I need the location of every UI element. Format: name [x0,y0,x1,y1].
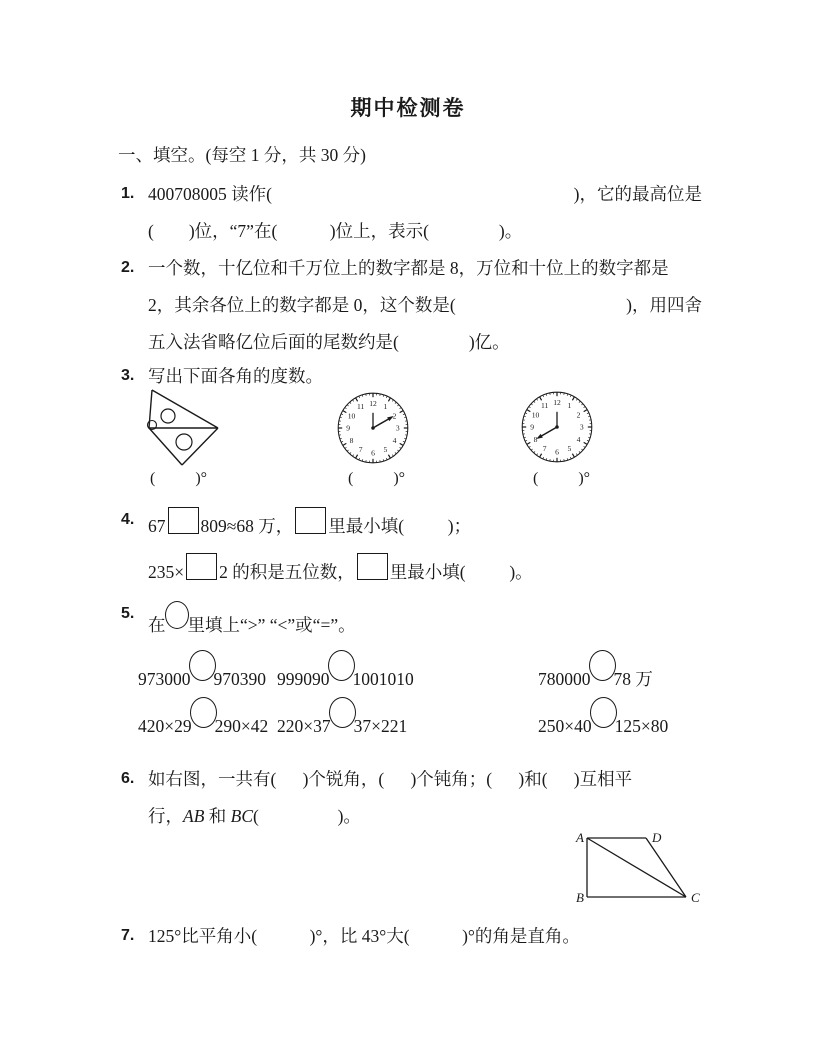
svg-text:10: 10 [531,410,540,420]
clock-figure-1 [333,388,413,468]
q4-line2 [148,553,533,585]
q4-l1-part2: 809≈68 万， [200,516,294,536]
q2-line2-post: )，用四舍 [626,295,702,315]
q5-header-pre: 在 [148,615,166,635]
q4-number: 4. [121,511,135,528]
compare-right: 290×42 [214,716,269,736]
compare-right: 1001010 [352,669,414,689]
svg-text:4: 4 [576,435,581,445]
q4-l1-part1: 67 [148,516,166,536]
svg-text:10: 10 [347,411,356,421]
blank-box [295,507,326,534]
clock1-answer-blank: ( )° [348,470,406,487]
q6-l2-pre: 行， [148,806,183,826]
q6-l2-post: ( )。 [253,806,361,826]
q2-line2-pre: 2，其余各位上的数字都是 0，这个数是( [148,295,456,315]
q5-header [148,601,356,638]
q6-line1: 如右图，一共有( )个锐角，( )个钝角；( )和( )互相平 [148,769,633,789]
q1-line1-pre: 400708005 读作( [148,184,272,204]
comparison-circle [590,697,617,728]
compare-left: 780000 [538,669,591,689]
q3-number: 3. [121,367,135,384]
comparison-item [277,697,407,739]
q4-l2-part2: 2 的积是五位数， [219,562,355,582]
svg-text:12: 12 [553,397,561,407]
comparison-item [138,697,268,739]
comparison-item [538,650,653,692]
blank-box [357,553,388,580]
q1-line2: ( )位，“7”在( )位上，表示( )。 [148,221,523,241]
page-title: 期中检测卷 [350,96,466,120]
compare-left: 420×29 [138,716,192,736]
svg-text:3: 3 [395,423,400,433]
clock2-answer-blank: ( )° [533,470,591,487]
comparison-circle [190,697,217,728]
svg-text:9: 9 [530,422,535,432]
svg-text:3: 3 [579,422,584,432]
svg-text:5: 5 [383,445,388,455]
vertex-A-label: A [576,830,584,845]
svg-text:12: 12 [369,398,377,408]
q3-text: 写出下面各角的度数。 [148,366,323,386]
q2-line3: 五入法省略亿位后面的尾数约是( )亿。 [148,332,510,352]
q2-line1: 一个数，十亿位和千万位上的数字都是 8，万位和十位上的数字都是 [148,258,669,278]
q2-line2 [148,292,702,318]
q6-number: 6. [121,770,135,787]
q6-line2 [148,803,361,829]
q4-l1-part3: 里最小填( )； [328,516,472,536]
compare-left: 250×40 [538,716,592,736]
clock-figure-2 [517,387,597,467]
q6-l2-mid: 和 [204,806,231,826]
q7-text: 125°比平角小( )°，比 43°大( )°的角是直角。 [148,926,580,946]
svg-text:4: 4 [392,436,397,446]
svg-text:11: 11 [356,402,365,412]
blank-box [186,553,217,580]
q1-number: 1. [121,185,135,202]
q7-number: 7. [121,927,135,944]
q4-l2-part1: 235× [148,562,185,582]
svg-text:7: 7 [358,445,363,455]
q4-line1 [148,507,471,539]
svg-text:1: 1 [383,402,388,412]
svg-text:11: 11 [540,401,549,411]
comparison-circle [328,650,355,681]
compare-right: 125×80 [614,716,669,736]
comparison-circle [165,601,189,629]
vertex-C-label: C [691,890,700,905]
q5-header-post: 里填上“>” “<”或“=”。 [187,615,356,635]
q5-row2 [138,697,718,736]
q1-blank [272,181,574,207]
angle-mark-circle [161,409,175,423]
trapezoid-figure [560,823,710,913]
compare-left: 220×37 [277,716,331,736]
compare-right: 78 万 [613,669,653,689]
section-heading: 一、填空。(每空 1 分，共 30 分) [118,145,366,165]
svg-text:1: 1 [567,401,572,411]
compare-left: 973000 [138,669,191,689]
svg-text:6: 6 [555,447,559,457]
segment-AB-label: AB [183,806,205,826]
comparison-circle [329,697,356,728]
vertex-B-label: B [576,890,584,905]
svg-text:2: 2 [576,410,581,420]
comparison-circle [189,650,216,681]
svg-text:7: 7 [542,444,547,454]
svg-text:8: 8 [533,435,538,445]
angle-triangle-figure [140,385,250,477]
q2-blank [456,292,626,318]
svg-text:6: 6 [371,448,375,458]
svg-text:9: 9 [346,423,351,433]
comparison-circle [589,650,616,681]
comparison-item [138,650,266,692]
q2-number: 2. [121,259,135,276]
comparison-item [538,697,668,739]
q5-number: 5. [121,605,135,622]
q4-l2-part3: 里最小填( )。 [389,562,533,582]
segment-BC-label: BC [230,806,254,826]
compare-right: 970390 [213,669,266,689]
triangle-answer-blank: ( )° [150,470,208,487]
compare-left: 999090 [277,669,330,689]
q5-row1 [138,650,718,689]
q1-line1-post: )，它的最高位是 [573,184,702,204]
compare-right: 37×221 [353,716,408,736]
svg-text:2: 2 [392,411,397,421]
angle-mark-circle [176,434,192,450]
vertex-D-label: D [652,830,662,845]
comparison-item [277,650,414,692]
svg-text:8: 8 [349,436,354,446]
svg-text:5: 5 [567,444,572,454]
blank-box [168,507,199,534]
q1-line1 [148,181,702,207]
